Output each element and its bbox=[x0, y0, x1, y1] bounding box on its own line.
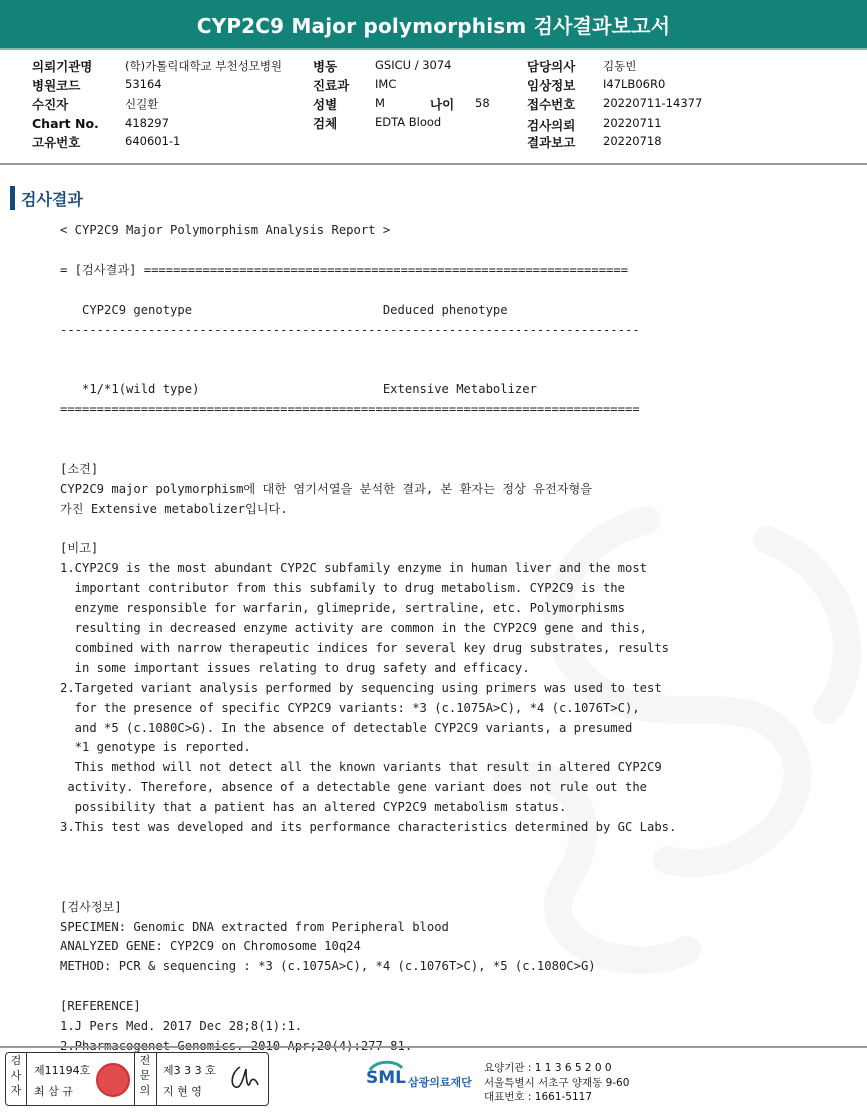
report-line: This method will not detect all the known variants that result in altered CYP2C9 bbox=[60, 760, 662, 775]
info-label: 결과보고 bbox=[527, 135, 576, 150]
info-value: 640601-1 bbox=[125, 134, 181, 148]
specialist-license: 제3 3 3 호 bbox=[163, 1064, 216, 1077]
info-label: 수진자 bbox=[32, 97, 69, 112]
report-line: enzyme responsible for warfarin, glimepride, sertraline, etc. Polymorphisms bbox=[60, 601, 625, 616]
info-label: 고유번호 bbox=[32, 135, 81, 150]
info-value: GSICU / 3074 bbox=[375, 58, 452, 72]
org-logo-text: SML bbox=[366, 1068, 406, 1088]
info-label: 검체 bbox=[313, 116, 338, 131]
info-label: 병원코드 bbox=[32, 78, 81, 93]
footer-divider bbox=[0, 1046, 867, 1048]
section-heading bbox=[10, 186, 83, 210]
info-label: 접수번호 bbox=[527, 97, 576, 112]
info-label: 병동 bbox=[313, 59, 338, 74]
info-label: Chart No. bbox=[32, 116, 99, 131]
report-line: important contributor from this subfamily to drug metabolism. CYP2C9 is the bbox=[60, 581, 625, 596]
info-value: 53164 bbox=[125, 77, 162, 91]
report-line: 2.Targeted variant analysis performed by sequencing using primers was used to test bbox=[60, 680, 662, 695]
examiner-license: 제11194호 bbox=[34, 1064, 91, 1077]
report-line: 1.CYP2C9 is the most abundant CYP2C subfamily enzyme in human liver and the most bbox=[60, 561, 647, 576]
report-line: CYP2C9 genotype Deduced phenotype bbox=[60, 302, 508, 317]
seal-icon bbox=[96, 1063, 130, 1097]
org-phone: 대표번호 : 1661-5117 bbox=[484, 1091, 593, 1103]
report-line: resulting in decreased enzyme activity are common in the CYP2C9 gene and this, bbox=[60, 621, 647, 635]
info-divider bbox=[0, 163, 867, 165]
report-line: ------------------------------------------------------------------------------- bbox=[60, 322, 640, 337]
report-line: [검사정보] bbox=[60, 899, 122, 914]
info-label: 담당의사 bbox=[527, 59, 576, 74]
info-value: 418297 bbox=[125, 116, 169, 130]
report-line: < CYP2C9 Major Polymorphism Analysis Report > bbox=[60, 223, 391, 237]
age-value: 58 bbox=[475, 96, 490, 110]
org-address: 서울특별시 서초구 양재동 9-60 bbox=[484, 1077, 630, 1089]
info-value: 20220711 bbox=[603, 116, 662, 130]
report-title: CYP2C9 Major polymorphism 검사결과보고서 bbox=[0, 0, 867, 48]
info-label: 성별 bbox=[313, 97, 338, 112]
report-line: [소견] bbox=[60, 461, 99, 476]
examiner-vertical-label: 검 사 자 bbox=[10, 1054, 22, 1097]
report-line: ANALYZED GENE: CYP2C9 on Chromosome 10q24 bbox=[60, 939, 361, 954]
specialist-name: 지 현 영 bbox=[163, 1085, 202, 1098]
signature-box bbox=[5, 1052, 269, 1106]
info-value: 신길환 bbox=[125, 97, 159, 111]
report-line: =============================================================================== bbox=[60, 402, 640, 417]
divider bbox=[156, 1053, 157, 1105]
info-value: IMC bbox=[375, 77, 397, 91]
info-value: M bbox=[375, 96, 385, 110]
report-line: in some important issues relating to drug safety and efficacy. bbox=[60, 660, 530, 675]
report-line: SPECIMEN: Genomic DNA extracted from Peripheral blood bbox=[60, 919, 449, 934]
info-label: 임상정보 bbox=[527, 78, 576, 93]
examiner-name: 최 삼 규 bbox=[34, 1085, 73, 1098]
info-value: (학)가톨릭대학교 부천성모병원 bbox=[125, 59, 283, 73]
report-line: = [검사결과] ================================================================== bbox=[60, 262, 629, 277]
report-line: 3.This test was developed and its performance characteristics determined by GC Labs. bbox=[60, 820, 677, 834]
report-line: possibility that a patient has an altered CYP2C9 metabolism status. bbox=[60, 800, 567, 815]
report-line: CYP2C9 major polymorphism에 대한 염기서열을 분석한 결과, 본 환자는 정상 유전자형을 bbox=[60, 481, 593, 496]
report-line: [비고] bbox=[60, 541, 99, 556]
info-value: EDTA Blood bbox=[375, 115, 442, 129]
report-line: activity. Therefore, absence of a detectable gene variant does not rule out the bbox=[60, 780, 647, 795]
age-label: 나이 bbox=[430, 97, 455, 112]
info-value: I47LB06R0 bbox=[603, 77, 666, 91]
section-bar bbox=[10, 186, 15, 210]
divider bbox=[26, 1053, 27, 1105]
info-label: 의뢰기관명 bbox=[32, 59, 93, 74]
report-line: [REFERENCE] bbox=[60, 999, 141, 1014]
info-label: 진료과 bbox=[313, 78, 350, 93]
header-divider bbox=[0, 48, 867, 50]
report-line: for the presence of specific CYP2C9 variants: *3 (c.1075A>C), *4 (c.1076T>C), bbox=[60, 700, 640, 715]
info-value: 김동빈 bbox=[603, 59, 637, 73]
report-line: 가진 Extensive metabolizer입니다. bbox=[60, 501, 288, 516]
org-code: 요양기관 : 1 1 3 6 5 2 0 0 bbox=[484, 1062, 612, 1074]
report-line: 1.J Pers Med. 2017 Dec 28;8(1):1. bbox=[60, 1019, 303, 1033]
org-name: 삼광의료재단 bbox=[408, 1076, 472, 1089]
info-label: 검사의뢰 bbox=[527, 118, 576, 133]
divider bbox=[134, 1053, 135, 1105]
info-value: 20220711-14377 bbox=[603, 96, 703, 110]
section-title: 검사결과 bbox=[21, 189, 83, 209]
report-line: combined with narrow therapeutic indices for several key drug substrates, results bbox=[60, 640, 670, 655]
report-line: *1 genotype is reported. bbox=[60, 740, 251, 755]
report-line: METHOD: PCR & sequencing : *3 (c.1075A>C), *4 (c.1076T>C), *5 (c.1080C>G) bbox=[60, 959, 596, 974]
info-value: 20220718 bbox=[603, 134, 662, 148]
report-line: and *5 (c.1080C>G). In the absence of detectable CYP2C9 variants, a presumed bbox=[60, 720, 633, 735]
specialist-vertical-label: 전 문 의 bbox=[139, 1054, 151, 1097]
report-line: *1/*1(wild type) Extensive Metabolizer bbox=[60, 382, 537, 397]
signature-icon bbox=[226, 1063, 262, 1095]
